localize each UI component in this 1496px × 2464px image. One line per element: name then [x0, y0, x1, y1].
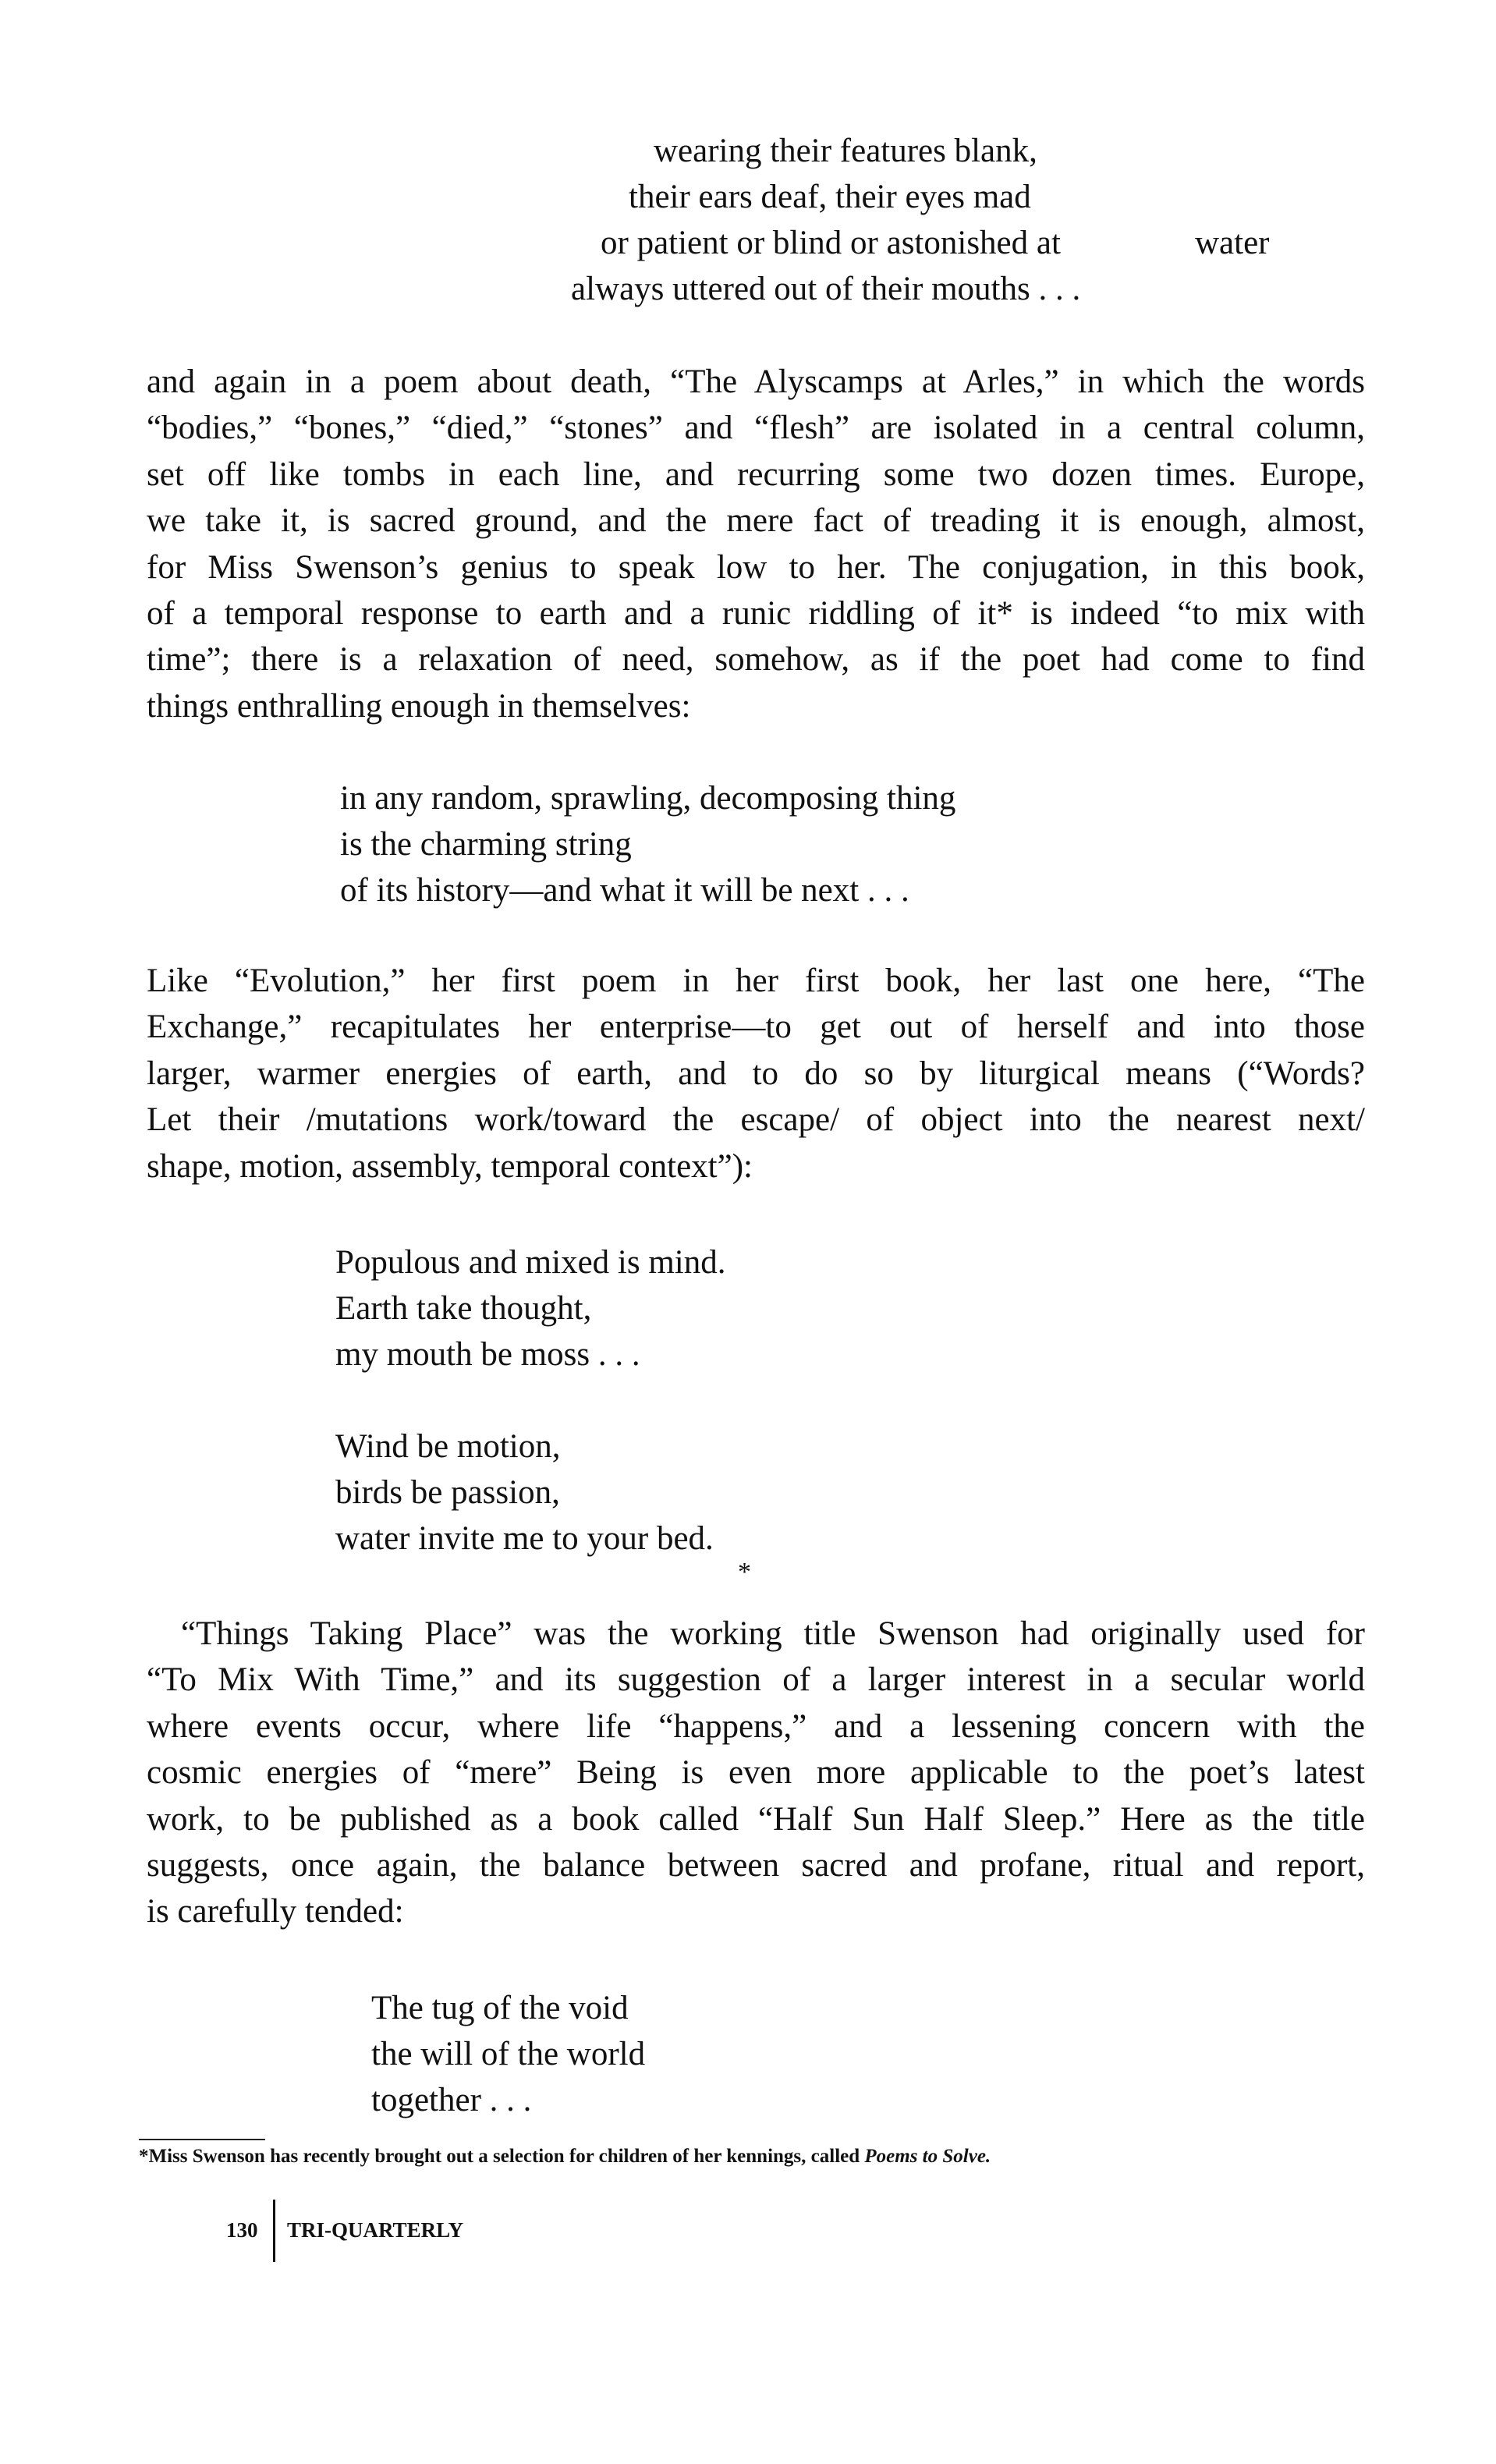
text-line: is carefully tended:	[147, 1893, 404, 1930]
verse-line: my mouth be moss . . .	[335, 1336, 640, 1373]
verse-line: always uttered out of their mouths . . .	[571, 271, 1081, 307]
text-line: Let their /mutations work/toward the escape/ of object into the nearest next/	[147, 1101, 1365, 1139]
paragraph-1	[147, 359, 1365, 729]
verse-line: their ears deaf, their eyes mad	[629, 179, 1031, 215]
text-line-content: “Things Taking Place” was the working title Swenson had originally used for	[181, 1615, 1365, 1652]
text-line: “bodies,” “bones,” “died,” “stones” and “flesh” are isolated in a central column,	[147, 409, 1365, 447]
verse-line: wearing their features blank,	[654, 133, 1037, 169]
text-line: cosmic energies of “mere” Being is even more applicable to the poet’s latest	[147, 1754, 1365, 1792]
verse-line: birds be passion,	[335, 1474, 560, 1511]
text-line: of a temporal response to earth and a runic riddling of it* is indeed “to mix with	[147, 594, 1365, 632]
text-line	[147, 1611, 1365, 1657]
verse-line: water invite me to your bed.	[335, 1520, 714, 1557]
folio-divider	[273, 2200, 275, 2262]
text-line: larger, warmer energies of earth, and to do so by liturgical means (“Words?	[147, 1055, 1365, 1092]
paragraph-3	[147, 1611, 1365, 1935]
text-line: time”; there is a relaxation of need, somehow, as if the poet had come to find	[147, 641, 1365, 679]
text-line: set off like tombs in each line, and recurring some two dozen times. Europe,	[147, 456, 1365, 493]
page-number: 130	[226, 2218, 258, 2242]
text-line: Like “Evolution,” her first poem in her first book, her last one here, “The	[147, 963, 1365, 999]
text-line: for Miss Swenson’s genius to speak low to her. The conjugation, in this book,	[147, 548, 1365, 586]
verse-line: Populous and mixed is mind.	[335, 1244, 726, 1281]
verse-line: or patient or blind or astonished at	[601, 225, 1061, 261]
verse-line: in any random, sprawling, decomposing thing	[340, 780, 956, 817]
footnote-book-title: Poems to Solve.	[864, 2146, 991, 2167]
text-line: work, to be published as a book called “Half Sun Half Sleep.” Here as the title	[147, 1800, 1365, 1838]
text-line: shape, motion, assembly, temporal context”):	[147, 1147, 753, 1185]
verse-line: the will of the world	[371, 2036, 646, 2072]
verse-line-aside: water	[1195, 225, 1270, 261]
footnote-text: *Miss Swenson has recently brought out a selection for children of her kennings, called	[139, 2146, 865, 2167]
footnote-rule	[139, 2139, 265, 2140]
paragraph-2	[147, 958, 1365, 1189]
text-line: “To Mix With Time,” and its suggestion of a larger interest in a secular world	[147, 1661, 1365, 1699]
journal-name: TRI-QUARTERLY	[287, 2218, 464, 2242]
verse-line: is the charming string	[340, 826, 632, 863]
verse-line: Earth take thought,	[335, 1290, 592, 1327]
footnote	[139, 2143, 991, 2170]
verse-line: together . . .	[371, 2082, 532, 2118]
section-break-asterisk: *	[738, 1558, 751, 1587]
text-line: Exchange,” recapitulates her enterprise—to get out of herself and into those	[147, 1009, 1365, 1046]
verse-line: The tug of the void	[371, 1990, 629, 2026]
verse-line: Wind be motion,	[335, 1428, 561, 1465]
text-line: suggests, once again, the balance between sacred and profane, ritual and report,	[147, 1846, 1365, 1884]
text-line: where events occur, where life “happens,” and a lessening concern with the	[147, 1707, 1365, 1745]
text-line: things enthralling enough in themselves:	[147, 687, 691, 725]
verse-line: of its history—and what it will be next . . .	[340, 872, 909, 909]
text-line: we take it, is sacred ground, and the mere fact of treading it is enough, almost,	[147, 502, 1365, 540]
text-line: and again in a poem about death, “The Alyscamps at Arles,” in which the words	[147, 363, 1365, 400]
